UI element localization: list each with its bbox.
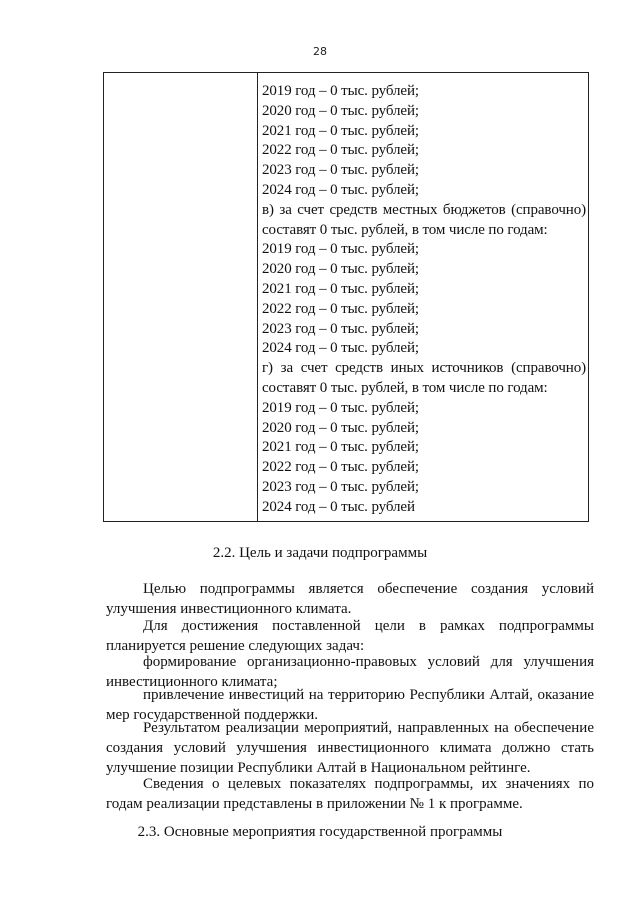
table-line: 2022 год – 0 тыс. рублей;	[262, 459, 419, 476]
paragraph-goal	[106, 580, 594, 620]
page-number: 28	[313, 45, 327, 58]
section-heading-2-2: 2.2. Цель и задачи подпрограммы	[212, 545, 428, 561]
table-line: 2020 год – 0 тыс. рублей;	[262, 419, 419, 436]
paragraph-result: Результатом реализации мероприятий, направленных на обеспечение создания условий улучшения инвестиционного климата должно стать улучшение позиции Республики Алтай в Национальном рейтинге.	[106, 720, 594, 776]
table-line: составят 0 тыс. рублей, в том числе по годам:	[262, 221, 548, 238]
table-line: составят 0 тыс. рублей, в том числе по годам:	[262, 379, 548, 396]
paragraph-line: Для достижения поставленной цели в рамках подпрограммы	[143, 618, 594, 634]
table-line: 2022 год – 0 тыс. рублей;	[262, 300, 419, 317]
table-line: 2019 год – 0 тыс. рублей;	[262, 399, 419, 416]
table-line: г) за счет средств иных источников (справочно)	[262, 360, 586, 377]
paragraph-line: планируется решение следующих задач:	[106, 637, 365, 654]
table-line: 2021 год – 0 тыс. рублей;	[262, 280, 419, 297]
paragraph-line: улучшения инвестиционного климата.	[106, 600, 352, 617]
table-line: 2024 год – 0 тыс. рублей;	[262, 340, 419, 357]
table-line: 2020 год – 0 тыс. рублей;	[262, 261, 419, 278]
paragraph-tasks-intro	[106, 617, 594, 657]
table-row	[104, 73, 589, 522]
section-heading-2-3: 2.3. Основные мероприятия государственной программы	[137, 824, 503, 840]
paragraph-line: привлечение инвестиций на территорию Республики Алтай, оказание	[143, 687, 594, 703]
paragraph-indicators: Сведения о целевых показателях подпрограммы, их значениях по годам реализации представлены в приложении № 1 к программе.	[106, 776, 594, 812]
table-line: 2023 год – 0 тыс. рублей;	[262, 320, 419, 337]
table-line: 2024 год – 0 тыс. рублей;	[262, 181, 419, 198]
funding-table	[103, 72, 589, 522]
table-line: 2024 год – 0 тыс. рублей	[262, 498, 415, 515]
table-cell-right	[258, 73, 589, 522]
table-line: 2023 год – 0 тыс. рублей;	[262, 478, 419, 495]
table-line: 2021 год – 0 тыс. рублей;	[262, 122, 419, 139]
table-line: 2019 год – 0 тыс. рублей;	[262, 241, 419, 258]
table-line: 2023 год – 0 тыс. рублей;	[262, 162, 419, 179]
paragraph-line: Целью подпрограммы является обеспечение создания условий	[143, 581, 594, 597]
table-line: 2021 год – 0 тыс. рублей;	[262, 439, 419, 456]
table-line: 2020 год – 0 тыс. рублей;	[262, 102, 419, 119]
paragraph-line: инвестиционного климата;	[106, 673, 278, 690]
paragraph-line: формирование организационно-правовых условий для улучшения	[143, 654, 594, 670]
table-line: в) за счет средств местных бюджетов (справочно)	[262, 201, 586, 218]
table-line: 2019 год – 0 тыс. рублей;	[262, 83, 419, 99]
table-line: 2022 год – 0 тыс. рублей;	[262, 142, 419, 159]
table-cell-left	[104, 73, 258, 522]
paragraph-line: мер государственной поддержки.	[106, 706, 318, 723]
